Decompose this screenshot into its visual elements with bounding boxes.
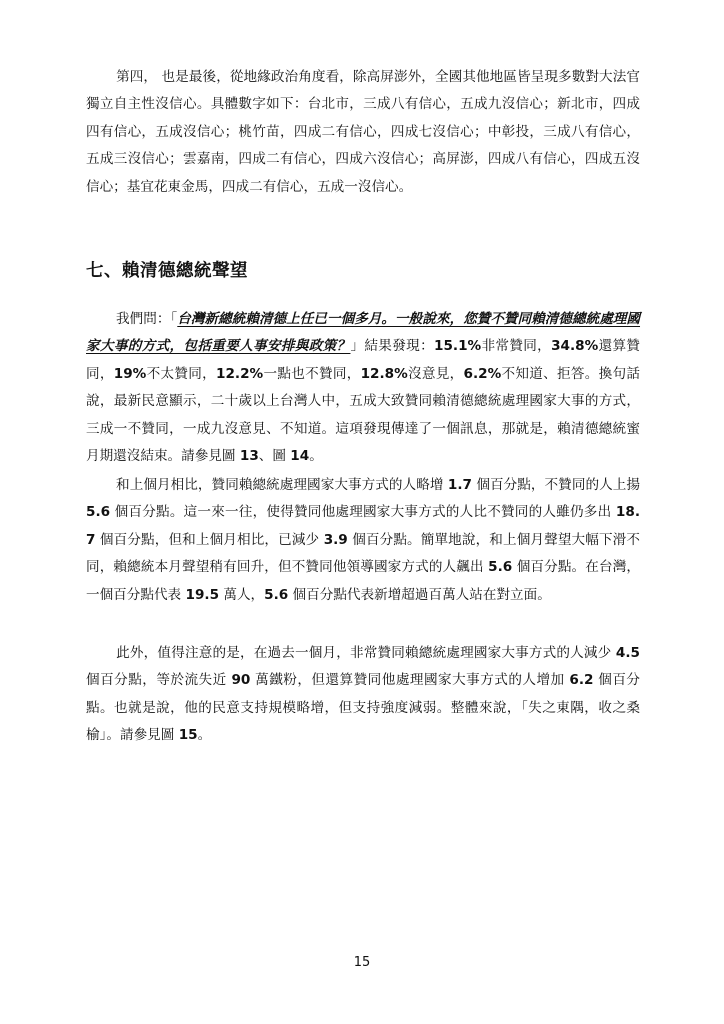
number: 19.5 xyxy=(185,586,220,603)
number: 5.6 xyxy=(264,586,289,603)
stat-not-quite: 19% xyxy=(113,365,147,382)
figure-ref: 15 xyxy=(178,727,198,744)
figure-ref: 13 xyxy=(239,448,259,465)
survey-question: 台灣新總統賴清德上任已一個多月。一般說來，您贊不贊同賴清德總統處理國家大事的方式，包括重要人事安排與政策？ xyxy=(86,311,641,355)
figure-ref: 14 xyxy=(290,448,310,465)
stat-dont-know: 6.2% xyxy=(463,365,502,382)
paragraph-regional-confidence xyxy=(86,64,640,201)
text-segment: 個百分點。在台灣，一個百分點代表 xyxy=(86,559,640,603)
text-segment: 個百分點。這一來一往，使得贊同他處理國家大事方式的人比不贊同的人雖仍多出 xyxy=(110,504,616,521)
text-segment: 不知道、拒答。換句話說，最新民意顯示，二十歲以上台灣人中，五成大致贊同賴清德總統處理國家大事的方式，三成一不贊同，一成九沒意見、不知道。這項發現傳達了一個訊息，那就是，賴清德總統蜜月期還沒結束。請參見圖 xyxy=(86,365,641,465)
number: 90 xyxy=(231,672,251,689)
text-segment: 個百分點。也就是說，他的民意支持規模略增，但支持強度減弱。整體來說，「失之東隅，收之桑榆」。請參見圖 xyxy=(86,672,641,744)
text-segment: 一點也不贊同， xyxy=(263,365,361,382)
text-segment: 不太贊同， xyxy=(146,365,216,382)
text-segment: 和上個月相比，贊同賴總統處理國家大事方式的人略增 xyxy=(116,477,448,493)
text-segment: 沒意見， xyxy=(407,365,464,382)
text-segment: 。 xyxy=(309,448,323,465)
section-heading: 七、賴清德總統聲望 xyxy=(86,261,248,281)
stat-very-approve: 15.1% xyxy=(433,338,482,355)
number: 18.7 xyxy=(86,504,640,548)
text-segment: 還算贊同， xyxy=(86,338,641,382)
number: 5.6 xyxy=(86,504,111,521)
text-segment: 非常贊同， xyxy=(481,338,552,355)
number: 1.7 xyxy=(447,477,472,493)
survey-result-intro: 」結果發現： xyxy=(350,338,434,355)
number: 3.9 xyxy=(323,531,348,548)
survey-prefix: 我們問：「 xyxy=(116,311,178,327)
stat-approve: 34.8% xyxy=(551,338,599,355)
text-segment: 個百分點，不贊同的人上揚 xyxy=(471,477,640,493)
number: 5.6 xyxy=(488,559,513,576)
stat-no-opinion: 12.8% xyxy=(360,365,408,382)
paragraph-support-intensity xyxy=(86,640,640,750)
text-segment: 、圖 xyxy=(258,448,291,465)
paragraph-approval-survey xyxy=(86,306,640,470)
paragraph-monthly-comparison xyxy=(86,472,640,609)
page-number: 15 xyxy=(353,955,371,970)
text-segment: 個百分點，等於流失近 xyxy=(86,672,232,689)
paragraph-text: 第四， 也是最後，從地緣政治角度看，除高屏澎外，全國其他地區皆呈現多數對大法官獨立自主性沒信心。具體數字如下：台北市，三成八有信心，五成九沒信心；新北市，四成四有信心，五成沒信心；桃竹苗，四成二有信心，四成七沒信心；中彰投，三成八有信心，五成三沒信心；雲嘉南，四成二有信心，四成六沒信心；高屏澎，四成八有信心，四成五沒信心；基宜花東金馬，四成二有信心，五成一沒信心。 xyxy=(86,69,640,195)
text-segment: 。 xyxy=(197,727,212,744)
number: 6.2 xyxy=(569,672,594,689)
text-segment: 個百分點。簡單地說，和上個月聲望大幅下滑不同，賴總統本月聲望稍有回升，但不贊同他領導國家方式的人飆出 xyxy=(86,531,640,576)
text-segment: 萬鐵粉，但還算贊同他處理國家大事方式的人增加 xyxy=(250,672,570,689)
text-segment: 個百分點代表新增超過百萬人站在對立面。 xyxy=(288,586,551,603)
stat-not-at-all: 12.2% xyxy=(215,365,264,382)
text-segment: 此外，值得注意的是，在過去一個月，非常贊同賴總統處理國家大事方式的人減少 xyxy=(116,645,616,661)
text-segment: 萬人， xyxy=(219,586,265,603)
text-segment: 個百分點，但和上個月相比，已減少 xyxy=(95,531,324,548)
number: 4.5 xyxy=(615,645,640,661)
